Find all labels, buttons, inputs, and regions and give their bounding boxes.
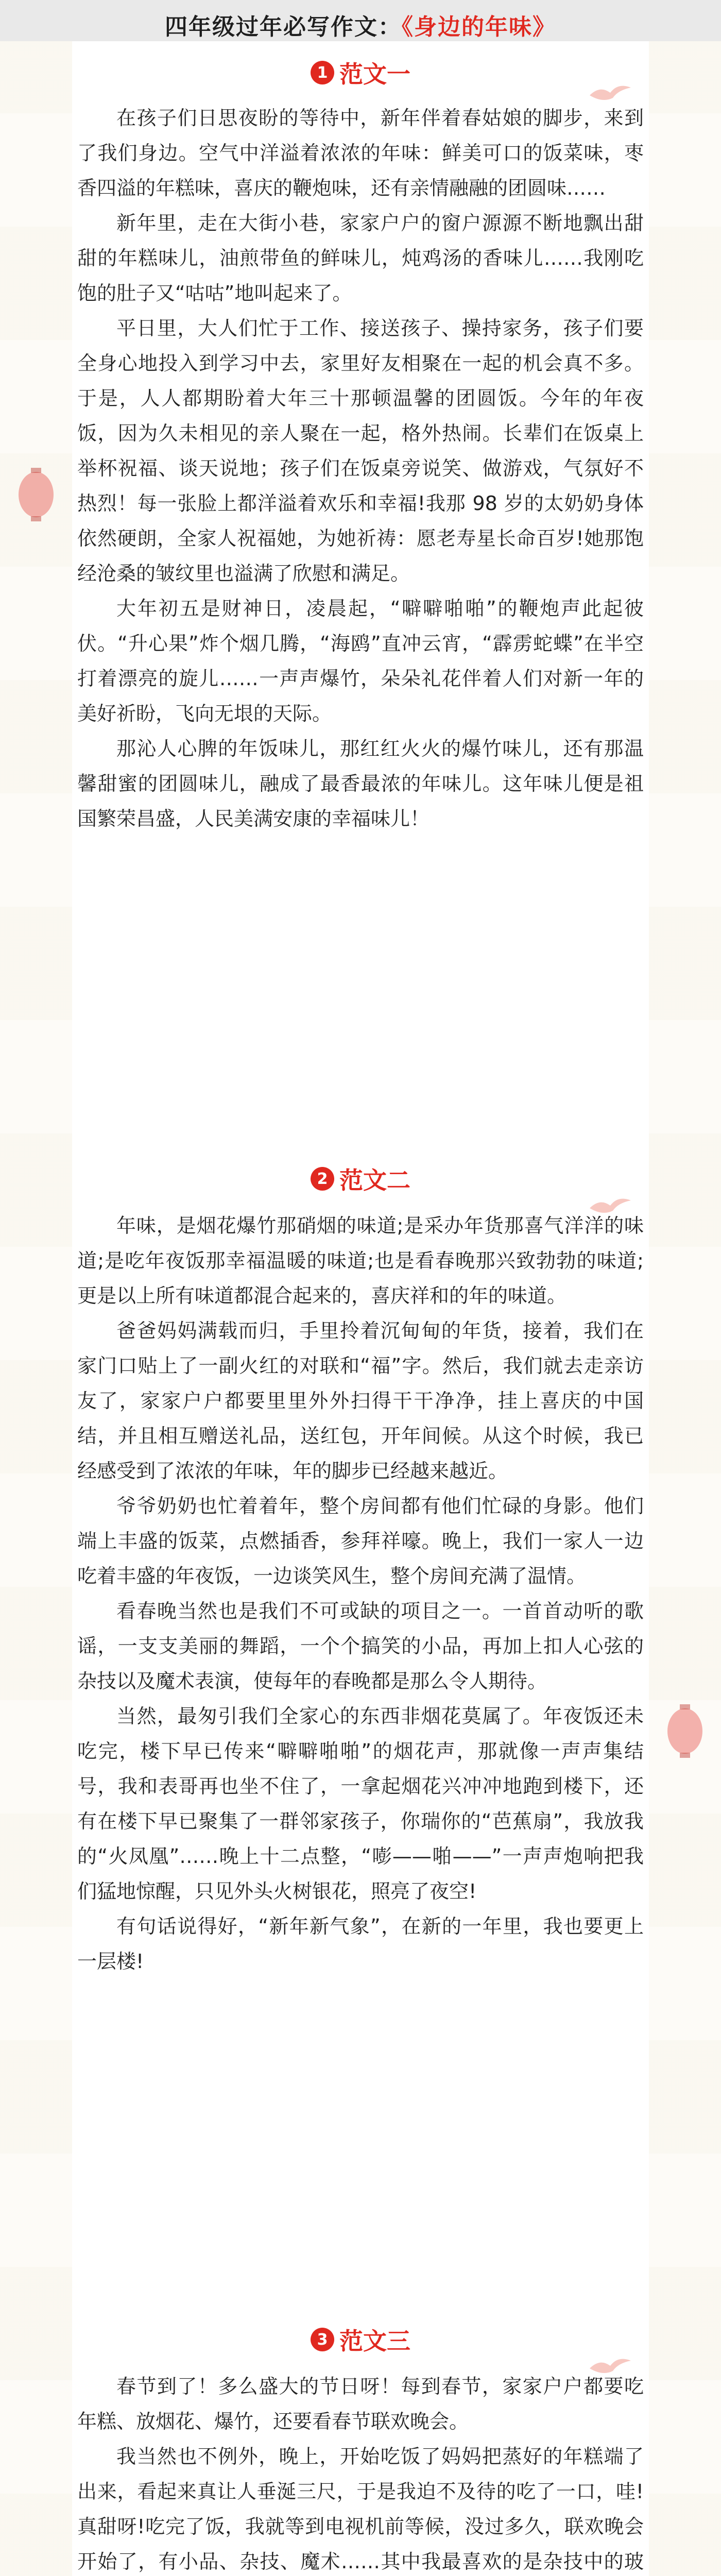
page-title (165, 8, 556, 41)
page-header (0, 0, 721, 41)
paragraph: 平日里，大人们忙于工作、接送孩子、操持家务，孩子们要全身心地投入到学习中去，家里好友相聚在一起的机会真不多。于是，人人都期盼着大年三十那顿温馨的团圆饭。今年的年夜饭，因为久未相见的亲人聚在一起，格外热闹。长辈们在饭桌上举杯祝福、谈天说地；孩子们在饭桌旁说笑、做游戏，气氛好不热烈！每一张脸上都洋溢着欢乐和幸福!我那 98 岁的太奶奶身体依然硬朗，全家人祝福她，为她祈祷：愿老寿星长命百岁!她那饱经沧桑的皱纹里也溢满了欣慰和满足。 (77, 317, 644, 585)
paragraph: 年味，是烟花爆竹那硝烟的味道;是采办年货那喜气洋洋的味道;是吃年夜饭那幸福温暖的味道;也是看春晚那兴致勃勃的味道;更是以上所有味道都混合起来的，喜庆祥和的年的味道。 (77, 1214, 644, 1307)
section-number-badge: 2 (311, 1167, 334, 1191)
paragraph: 那沁人心脾的年饭味儿，那红红火火的爆竹味儿，还有那温馨甜蜜的团圆味儿，融成了最香最浓的年味儿。这年味儿便是祖国繁荣昌盛，人民美满安康的幸福味儿！ (77, 737, 644, 830)
section-number-badge: 3 (311, 2328, 334, 2351)
paragraph: 爸爸妈妈满载而归，手里拎着沉甸甸的年货，接着，我们在家门口贴上了一副火红的对联和“福”字。然后，我们就去走亲访友了，家家户户都要里里外外扫得干干净净，挂上喜庆的中国结，并且相互赠送礼品，送红包，开年间候。从这个时候，我已经感受到了浓浓的年味，年的脚步已经越来越近。 (77, 1319, 644, 1482)
section-label: 范文三 (339, 2327, 410, 2355)
title-book-name: 《身边的年味》 (402, 14, 556, 40)
paragraph: 当然，最匆引我们全家心的东西非烟花莫属了。年夜饭还未吃完，楼下早已传来“噼噼啪啪”的烟花声，那就像一声声集结号，我和表哥再也坐不住了，一拿起烟花兴冲冲地跑到楼下，还有在楼下早已聚集了一群邻家孩子，你瑞你的“芭蕉扇”，我放我的“火凤凰”……晚上十二点整，“嘭——啪——”一声声炮响把我们猛地惊醒，只见外头火树银花，照亮了夜空! (77, 1705, 644, 1903)
paragraph: 看春晚当然也是我们不可或缺的项目之一。一首首动听的歌谣，一支支美丽的舞蹈，一个个搞笑的小品，再加上扣人心弦的杂技以及魔术表演，使每年的春晚都是那么令人期待。 (77, 1600, 644, 1692)
paragraph: 爷爷奶奶也忙着着年，整个房间都有他们忙碌的身影。他们端上丰盛的饭菜，点燃插香，参拜祥嚎。晚上，我们一家人一边吃着丰盛的年夜饭，一边谈笑风生，整个房间充满了温情。 (77, 1495, 644, 1587)
section-label: 范文一 (339, 60, 410, 88)
section-body-1 (77, 100, 644, 836)
paragraph: 大年初五是财神日，凌晨起，“噼噼啪啪”的鞭炮声此起彼伏。“升心果”炸个烟几腾，“海鸥”直冲云宵，“霹雳蛇蝶”在半空打着漂亮的旋儿……一声声爆竹，朵朵礼花伴着人们对新一年的美好祈盼，飞向无垠的天际。 (77, 597, 644, 725)
paragraph: 我当然也不例外，晚上，开始吃饭了妈妈把蒸好的年糕端了出来，看起来真让人垂涎三尺，于是我迫不及待的吃了一口，哇!真甜呀!吃完了饭，我就等到电视机前等候，没过多久，联欢晚会开始了，有小品、杂技、魔术……其中我最喜欢的是杂技中的玻 (77, 2445, 644, 2573)
section-number-badge: 1 (311, 61, 334, 84)
section-body-2 (77, 1208, 644, 1979)
paragraph: 有句话说得好，“新年新气象”，在新的一年里，我也要更上一层楼! (77, 1915, 644, 1973)
bird-icon (587, 1190, 633, 1221)
paragraph: 春节到了！多么盛大的节日呀！每到春节，家家户户都要吃年糕、放烟花、爆竹，还要看春节联欢晚会。 (77, 2375, 644, 2433)
paragraph: 在孩子们日思夜盼的等待中，新年伴着春姑娘的脚步，来到了我们身边。空气中洋溢着浓浓的年味：鲜美可口的饭菜味，枣香四溢的年糕味，喜庆的鞭炮味，还有亲情融融的团圆味…… (77, 107, 644, 199)
title-prefix: 四年级过年必写作文： (165, 14, 402, 40)
bird-icon (587, 77, 633, 108)
section-label: 范文二 (339, 1166, 410, 1194)
bird-icon (587, 2350, 633, 2381)
paragraph: 新年里，走在大街小巷，家家户户的窗户源源不断地飘出甜甜的年糕味儿，油煎带鱼的鲜味儿，炖鸡汤的香味儿……我刚吃饱的肚子又“咕咕”地叫起来了。 (77, 212, 644, 304)
lantern-icon (15, 464, 57, 526)
section-body-3 (77, 2369, 644, 2576)
lantern-icon (664, 1700, 706, 1762)
